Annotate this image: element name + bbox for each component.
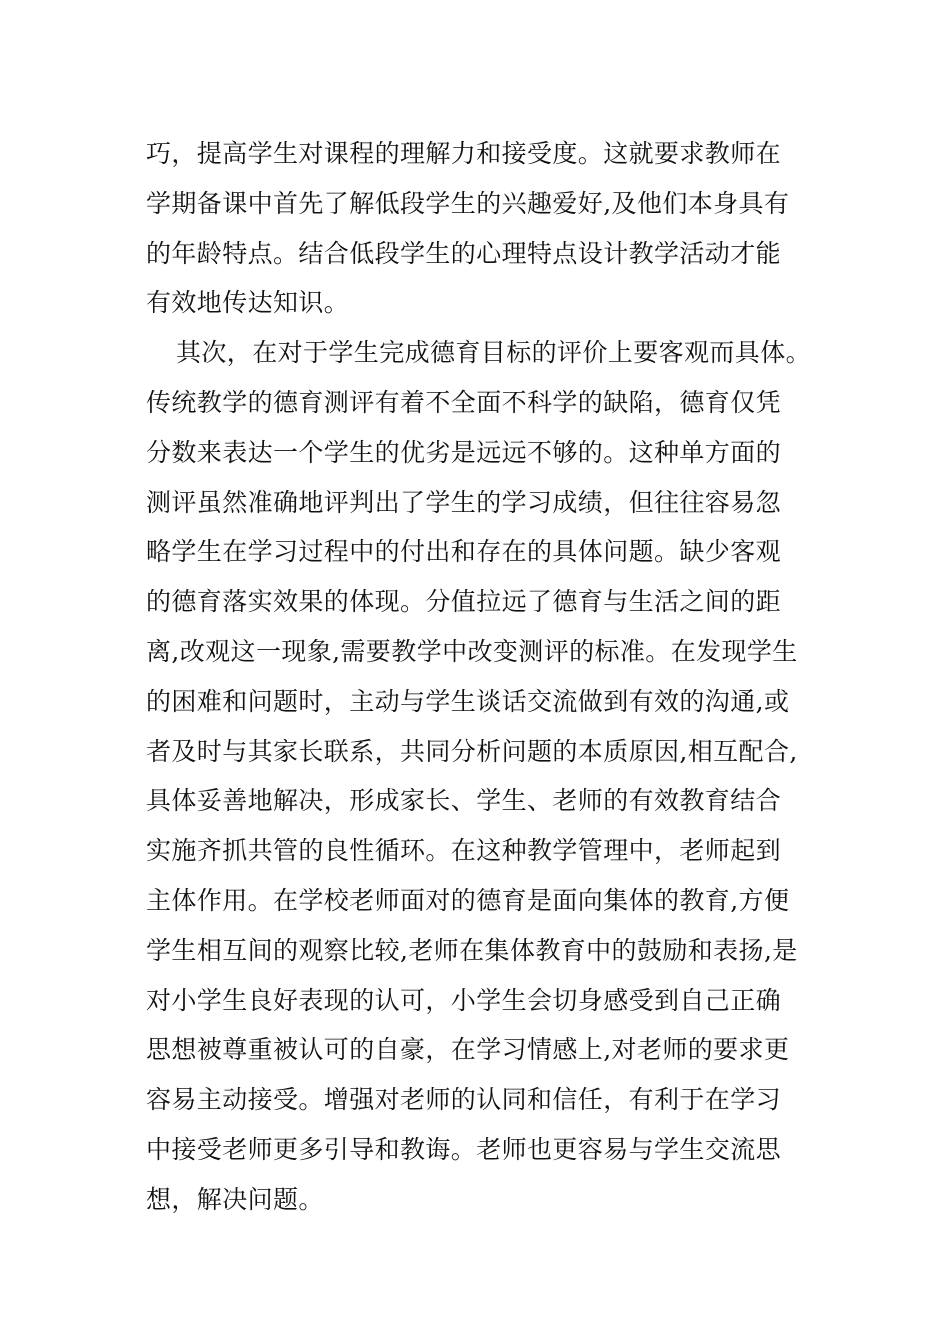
body-text [146, 129, 826, 1225]
text-line: 的年龄特点。结合低段学生的心理特点设计教学活动才能 [146, 238, 782, 268]
text-line: 的德育落实效果的体现。分值拉远了德育与生活之间的距 [146, 587, 782, 617]
text-line: 学生相互间的观察比较,老师在集体教育中的鼓励和表扬,是 [146, 935, 798, 965]
text-line: 具体妥善地解决，形成家长、学生、老师的有效教育结合 [146, 786, 782, 816]
paragraph-start-line: 其次，在对于学生完成德育目标的评价上要客观而具体。 [176, 338, 812, 368]
text-line: 者及时与其家长联系，共同分析问题的本质原因,相互配合, [146, 736, 798, 766]
text-line: 实施齐抓共管的良性循环。在这种教学管理中，老师起到 [146, 836, 782, 866]
text-line: 对小学生良好表现的认可，小学生会切身感受到自己正确 [146, 985, 782, 1015]
text-line: 巧，提高学生对课程的理解力和接受度。这就要求教师在 [146, 139, 782, 168]
text-line: 略学生在学习过程中的付出和存在的具体问题。缺少客观 [146, 537, 782, 567]
text-line: 想，解决问题。 [146, 1184, 324, 1214]
text-line: 的困难和问题时，主动与学生谈话交流做到有效的沟通,或 [146, 686, 790, 716]
text-line: 学期备课中首先了解低段学生的兴趣爱好,及他们本身具有 [146, 188, 790, 218]
text-line: 思想被尊重被认可的自豪，在学习情感上,对老师的要求更 [146, 1035, 790, 1065]
text-line: 容易主动接受。增强对老师的认同和信任，有利于在学习 [146, 1085, 782, 1115]
text-line: 传统教学的德育测评有着不全面不科学的缺陷，德育仅凭 [146, 387, 782, 417]
text-line: 测评虽然准确地评判出了学生的学习成绩，但往往容易忽 [146, 487, 782, 517]
text-line: 中接受老师更多引导和教诲。老师也更容易与学生交流思 [146, 1134, 782, 1164]
text-line: 主体作用。在学校老师面对的德育是面向集体的教育,方便 [146, 885, 790, 915]
text-line: 分数来表达一个学生的优劣是远远不够的。这种单方面的 [146, 437, 782, 467]
text-line: 有效地传达知识。 [146, 288, 350, 318]
text-line: 离,改观这一现象,需要教学中改变测评的标准。在发现学生 [146, 636, 798, 666]
